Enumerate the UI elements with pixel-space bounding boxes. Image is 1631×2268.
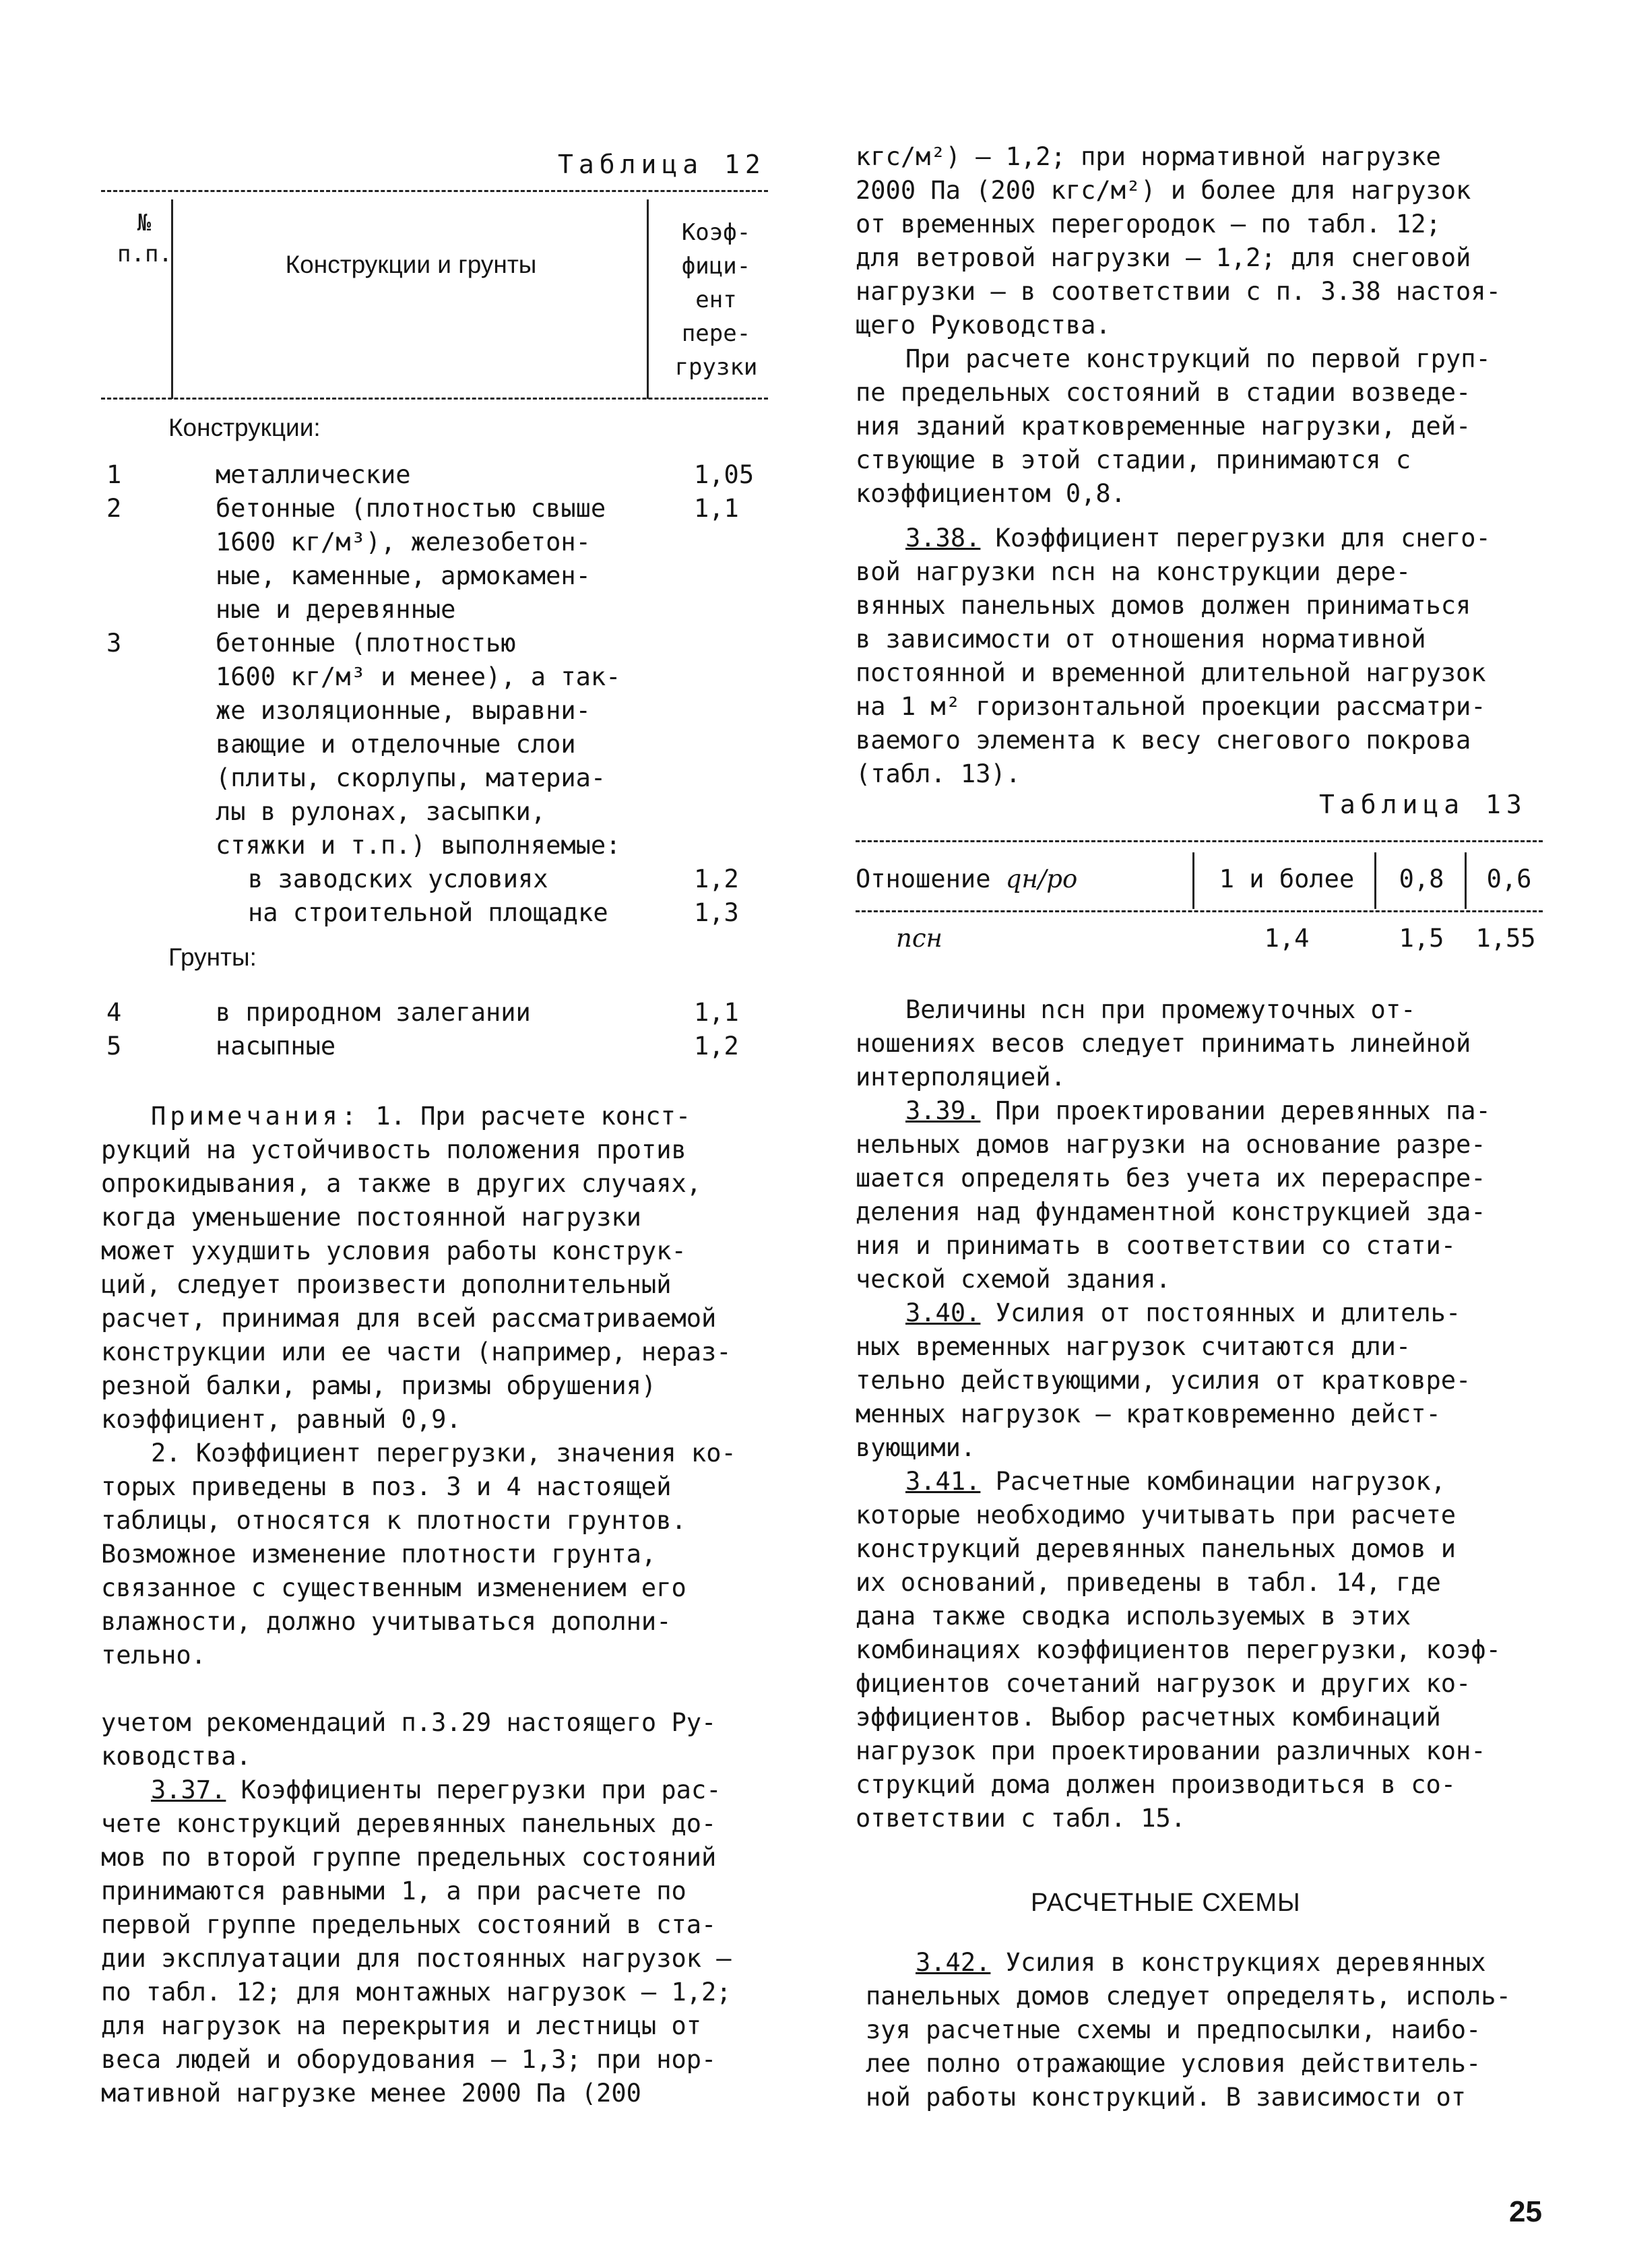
table12-header — [101, 189, 768, 399]
table13-header-rule — [856, 910, 1543, 912]
table12-section-constructions: Конструкции: — [168, 414, 321, 441]
table13-val-3: 1,55 — [1475, 924, 1536, 953]
paragraph-3-38 — [856, 522, 1536, 791]
table13-ratio-symbol: qн/pо — [1005, 864, 1078, 893]
clause-text: Расчетные комбинации нагрузок, которые необходимо учитывать при расчете конструкций деревянных панельных домов и их оснований, приведены в табл. 14, где дана также сводка используемых в этих комбинациях коэффициентов перегрузки, коэф- фициентов сочетаний нагрузок и других ко- эффициентов. Выбор расчетных комбинаций нагрузок при проектировании различных кон- струкций дома должен производиться в со- ответствии с табл. 15. — [856, 1467, 1501, 1833]
clause-number: 3.42. — [916, 1948, 991, 1977]
table13 — [856, 839, 1543, 974]
table13-col-1: 1 и более — [1219, 864, 1355, 893]
row-num: 4 — [106, 998, 122, 1027]
paragraph-3-42 — [866, 1946, 1539, 2114]
table12-caption: Таблица 12 — [558, 150, 766, 179]
row-text: в заводских условиях — [248, 864, 548, 893]
row-value: 1,2 — [694, 1032, 739, 1061]
row-text: насыпные — [216, 1032, 336, 1061]
row-value: 1,3 — [694, 898, 739, 927]
row-text: бетонные (плотностью 1600 кг/м³ и менее), а так- же изоляционные, выравни- вающие и отделочные слои (плиты, скорлупы, материа- лы в рулонах, засыпки, стяжки и т.п.) выполняемые: — [216, 629, 621, 860]
row-text: в природном залегании — [216, 998, 531, 1027]
page-number: 25 — [1509, 2195, 1542, 2228]
table13-divider-3 — [1465, 852, 1467, 909]
row-value: 1,05 — [694, 460, 755, 489]
clause-text: Коэффициент перегрузки для снего- вой нагрузки nсн на конструкции дере- вянных панельных домов должен приниматься в зависимости от отношения нормативной постоянной и временной длительной нагрузок на 1 м² горизонтальной проекции рассматри- ваемого элемента к весу снегового покрова (табл. 13). — [856, 524, 1491, 788]
table13-row-symbol: nсн — [896, 924, 942, 953]
table13-divider-2 — [1374, 852, 1376, 909]
paragraph-3-41 — [856, 1465, 1536, 1835]
section-heading: РАСЧЕТНЫЕ СХЕМЫ — [1031, 1889, 1301, 1917]
row-text: металлические — [216, 460, 411, 489]
left-column — [101, 0, 768, 2268]
clause-text: Усилия в конструкциях деревянных панельных домов следует определять, исполь- зуя расчетные схемы и предпосылки, наибо- лее полно отражающие условия действитель- ной работы конструкций. В зависимости от — [866, 1948, 1511, 2112]
table12-header-rule — [101, 398, 768, 400]
clause-text: Коэффициенты перегрузки при рас- чете конструкций деревянных панельных до- мов по второй группе предельных состояний принимаются равными 1, а при расчете по первой группе предельных состояний в ста- дии эксплуатации для постоянных нагрузок – по табл. 12; для монтажных нагрузок – 1,2; для нагрузок на перекрытия и лестницы от веса людей и оборудования – 1,3; при нор- мативной нагрузке менее 2000 Па (200 — [101, 1775, 732, 2108]
table13-val-1: 1,4 — [1264, 924, 1310, 953]
left-continuation: учетом рекомендаций п.3.29 настоящего Ру- ководства. — [101, 1708, 717, 1771]
notes-label: Примечания: — [151, 1102, 361, 1131]
table13-label-ratio: Отношение — [856, 864, 991, 893]
table12-section-soils: Грунты: — [168, 943, 257, 971]
table12-divider-1 — [171, 199, 173, 399]
row-value: 1,1 — [694, 998, 739, 1027]
paragraph-3-37 — [101, 1773, 755, 2110]
clause-number: 3.39. — [905, 1096, 981, 1125]
table12-header-num: № п.п. — [117, 210, 172, 267]
table12-header-constructions: Конструкции и грунты — [285, 251, 537, 278]
clause-number: 3.41. — [905, 1467, 981, 1496]
row-num: 2 — [106, 494, 122, 523]
clause-text: При проектировании деревянных па- нельных домов нагрузки на основание разре- шается определять без учета их перераспре- деления над фундаментной конструкцией зда- ния и принимать в соответствии со стати- ческой схемой здания. — [856, 1096, 1491, 1294]
paragraph-values: Величины nсн при промежуточных от- ношениях весов следует принимать линейной интерполяцией. — [856, 995, 1471, 1092]
table12-note-2: 2. Коэффициент перегрузки, значения ко- торых приведены в поз. 3 и 4 настоящей таблицы, относятся к плотности грунтов. Возможное изменение плотности грунта, связанное с существенным изменением его влажности, должно учитываться дополни- тельно. — [101, 1439, 736, 1670]
notes-note1: 1. При расчете конст- рукций на устойчивость положения против опрокидывания, а также в других случаях, когда уменьшение постоянной нагрузки может ухудшить условия работы конструк- ций, следует произвести дополнительный расчет, принимая для всей рассматриваемой конструкции или ее части (например, нераз- резной балки, рамы, призмы обрушения) коэффициент, равный 0,9. — [101, 1102, 732, 1434]
table13-col-2: 0,8 — [1399, 864, 1444, 893]
row-num: 1 — [106, 460, 122, 489]
row-num: 5 — [106, 1032, 122, 1061]
table13-top-rule — [856, 840, 1543, 842]
clause-number: 3.37. — [151, 1775, 226, 1804]
table13-divider-1 — [1192, 852, 1194, 909]
paragraph-stage: При расчете конструкций по первой груп- пе предельных состояний в стадии возведе- ния зданий кратковременные нагрузки, дей- ствующие в этой стадии, принимаются с коэффициентом 0,8. — [856, 344, 1491, 508]
row-value: 1,1 — [694, 494, 739, 523]
clause-number: 3.38. — [905, 524, 981, 553]
table13-label — [856, 864, 1077, 893]
row-num: 3 — [106, 629, 122, 658]
table12-note-1 — [101, 1100, 755, 1437]
row-text: бетонные (плотностью свыше 1600 кг/м³), железобетон- ные, каменные, армокамен- ные и деревянные — [216, 494, 606, 624]
table12-divider-2 — [647, 199, 649, 399]
table13-caption: Таблица 13 — [1319, 790, 1527, 819]
paragraph-3-39 — [856, 1094, 1536, 1296]
table12-top-rule — [101, 190, 768, 192]
clause-number: 3.40. — [905, 1298, 981, 1327]
table13-col-3: 0,6 — [1486, 864, 1532, 893]
row-text: на строительной площадке — [248, 898, 608, 927]
right-top-continuation: кгс/м²) – 1,2; при нормативной нагрузке 2000 Па (200 кгс/м²) и более для нагрузок от временных перегородок – по табл. 12; для ветровой нагрузки – 1,2; для снеговой нагрузки – в соответствии с п. 3.38 настоя- щего Руководства. — [856, 142, 1501, 340]
table13-val-2: 1,5 — [1399, 924, 1444, 953]
paragraph-3-40 — [856, 1296, 1536, 1465]
row-value: 1,2 — [694, 864, 739, 893]
clause-text: Усилия от постоянных и длитель- ных временных нагрузок считаются дли- тельно действующими, усилия от кратковре- менных нагрузок – кратковременно дейст- вующими. — [856, 1298, 1471, 1462]
table12-header-coef: Коэф- фици- ент пере- грузки — [674, 219, 758, 381]
